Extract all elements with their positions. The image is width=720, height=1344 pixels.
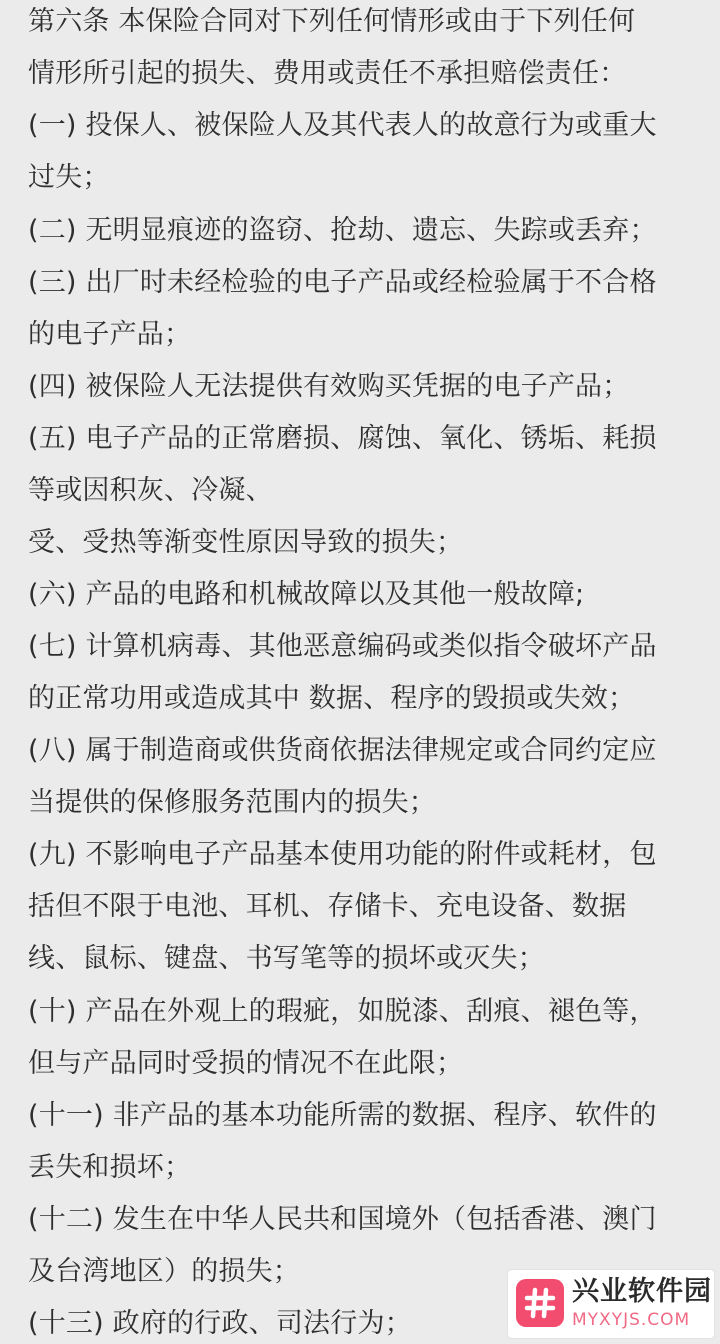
text-line: 的正常功用或造成其中 数据、程序的毁损或失效；: [28, 683, 636, 714]
text-line: (十一) 非产品的基本功能所需的数据、程序、软件的: [28, 1100, 657, 1131]
text-line: 的电子产品；: [28, 319, 192, 350]
text-line: (八) 属于制造商或供货商依据法律规定或合同约定应: [28, 735, 657, 766]
text-line: 但与产品同时受损的情况不在此限；: [28, 1048, 464, 1079]
watermark-url: MYXYJS.COM: [572, 1310, 691, 1330]
text-line: (一) 投保人、被保险人及其代表人的故意行为或重大: [28, 110, 657, 141]
text-line: 过失；: [28, 162, 110, 193]
text-line: (四) 被保险人无法提供有效购买凭据的电子产品；: [28, 371, 630, 402]
text-line: (六) 产品的电路和机械故障以及其他一般故障;: [28, 579, 585, 610]
text-line: 括但不限于电池、耳机、存储卡、充电设备、数据: [28, 891, 627, 922]
text-line: (七) 计算机病毒、其他恶意编码或类似指令破坏产品: [28, 631, 657, 662]
text-line: 第六条 本保险合同对下列任何情形或由于下列任何: [28, 6, 636, 37]
text-line: 线、鼠标、键盘、书写笔等的损坏或灭失；: [28, 943, 545, 974]
text-line: (十二) 发生在中华人民共和国境外（包括香港、澳门: [28, 1204, 657, 1235]
text-line: (九) 不影响电子产品基本使用功能的附件或耗材，包: [28, 839, 657, 870]
site-watermark: [508, 1270, 714, 1338]
text-line: 丢失和损坏；: [28, 1152, 192, 1183]
text-line: 当提供的保修服务范围内的损失；: [28, 787, 436, 818]
text-line: (十) 产品在外观上的瑕疵，如脱漆、刮痕、褪色等，: [28, 996, 657, 1027]
hash-icon: [516, 1279, 564, 1327]
text-line: 情形所引起的损失、费用或责任不承担赔偿责任：: [28, 58, 627, 89]
watermark-title: 兴业软件园: [572, 1276, 712, 1307]
text-line: 受、受热等渐变性原因导致的损失；: [28, 527, 464, 558]
text-line: (五) 电子产品的正常磨损、腐蚀、氧化、锈垢、耗损: [28, 423, 657, 454]
text-line: (二) 无明显痕迹的盗窃、抢劫、遗忘、失踪或丢弃；: [28, 215, 657, 246]
text-line: 及台湾地区）的损失；: [28, 1256, 300, 1287]
text-line: (三) 出厂时未经检验的电子产品或经检验属于不合格: [28, 267, 657, 298]
text-line: (十三) 政府的行政、司法行为；: [28, 1308, 412, 1339]
text-line: 等或因积灰、冷凝、: [28, 475, 273, 506]
